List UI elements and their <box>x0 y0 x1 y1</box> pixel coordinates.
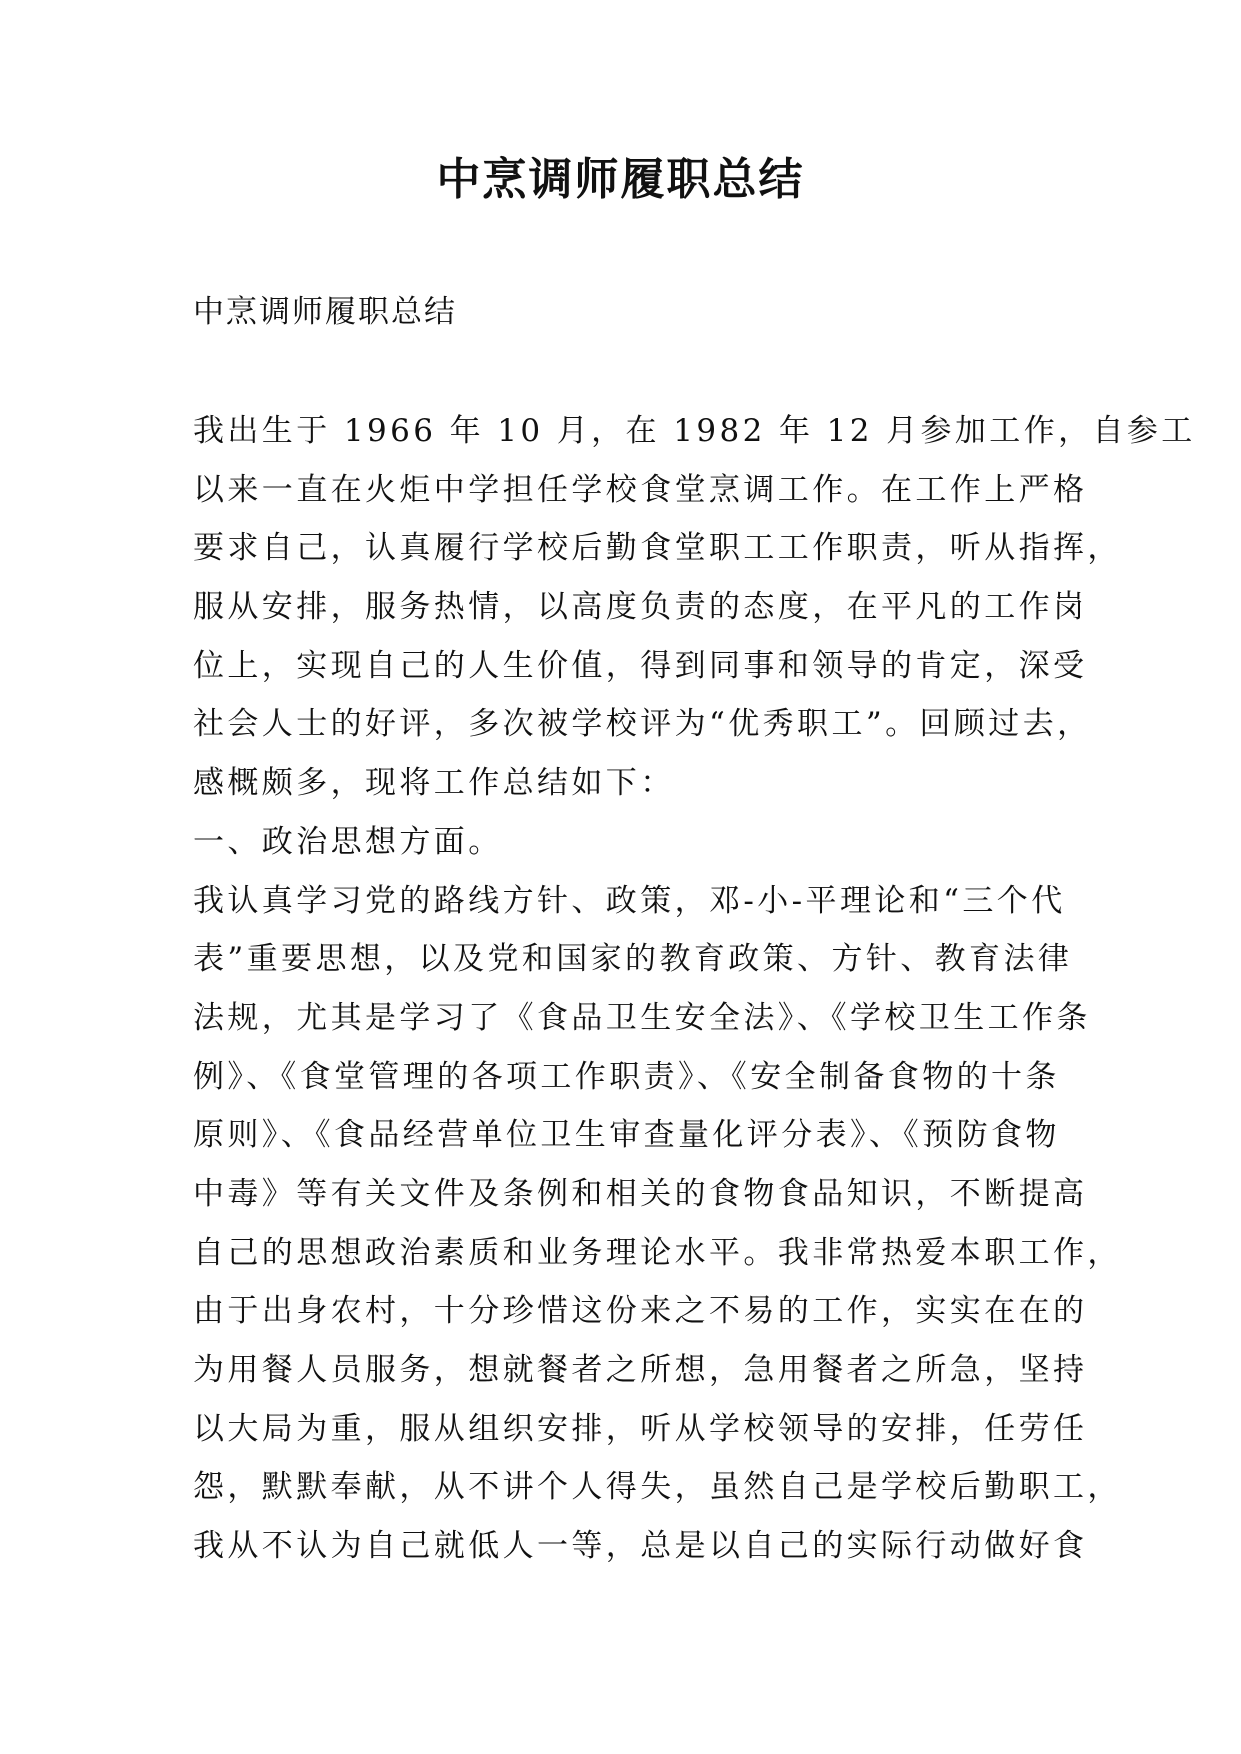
body-line: 位上，实现自己的人生价值，得到同事和领导的肯定，深受 <box>193 647 1088 684</box>
body-line: 例》、《食堂管理的各项工作职责》、《安全制备食物的十条 <box>193 1058 1060 1095</box>
body-line: 原则》、《食品经营单位卫生审查量化评分表》、《预防食物 <box>193 1117 1060 1154</box>
body-line: 服从安排，服务热情，以高度负责的态度，在平凡的工作岗 <box>193 589 1088 626</box>
body-line: 我从不认为自己就低人一等，总是以自己的实际行动做好食 <box>193 1528 1088 1565</box>
body-line: 感概颇多，现将工作总结如下： <box>193 765 675 802</box>
body-line: 为用餐人员服务，想就餐者之所想，急用餐者之所急，坚持 <box>193 1352 1088 1388</box>
body-line: 自己的思想政治素质和业务理论水平。我非常热爱本职工作， <box>193 1234 1122 1271</box>
body-line: 怨，默默奉献，从不讲个人得失，虽然自己是学校后勤职工， <box>193 1469 1122 1506</box>
body-line: 我认真学习党的路线方针、政策，邓-小-平理论和“三个代 <box>193 882 1066 919</box>
body-line: 以来一直在火炬中学担任学校食堂烹调工作。在工作上严格 <box>193 471 1088 508</box>
document-title: 中烹调师履职总结 <box>436 154 805 205</box>
document-body <box>193 402 1196 1576</box>
body-line: 社会人士的好评，多次被学校评为“优秀职工”。回顾过去， <box>193 706 1092 743</box>
body-line: 中毒》等有关文件及条例和相关的食物食品知识，不断提高 <box>193 1175 1088 1212</box>
body-line: 我出生于 1966 年 10 月，在 1982 年 12 月参加工作，自参工 <box>193 413 1196 449</box>
body-line: 要求自己，认真履行学校后勤食堂职工工作职责，听从指挥， <box>193 530 1122 567</box>
body-line: 由于出身农村，十分珍惜这份来之不易的工作，实实在在的 <box>193 1293 1088 1330</box>
body-line: 法规，尤其是学习了《食品卫生安全法》、《学校卫生工作条 <box>193 999 1091 1036</box>
body-line: 表”重要思想，以及党和国家的教育政策、方针、教育法律 <box>193 941 1073 978</box>
body-line: 以大局为重，服从组织安排，听从学校领导的安排，任劳任 <box>193 1410 1088 1447</box>
section-heading: 一、政治思想方面。 <box>193 823 503 860</box>
document-subtitle: 中烹调师履职总结 <box>193 294 457 330</box>
